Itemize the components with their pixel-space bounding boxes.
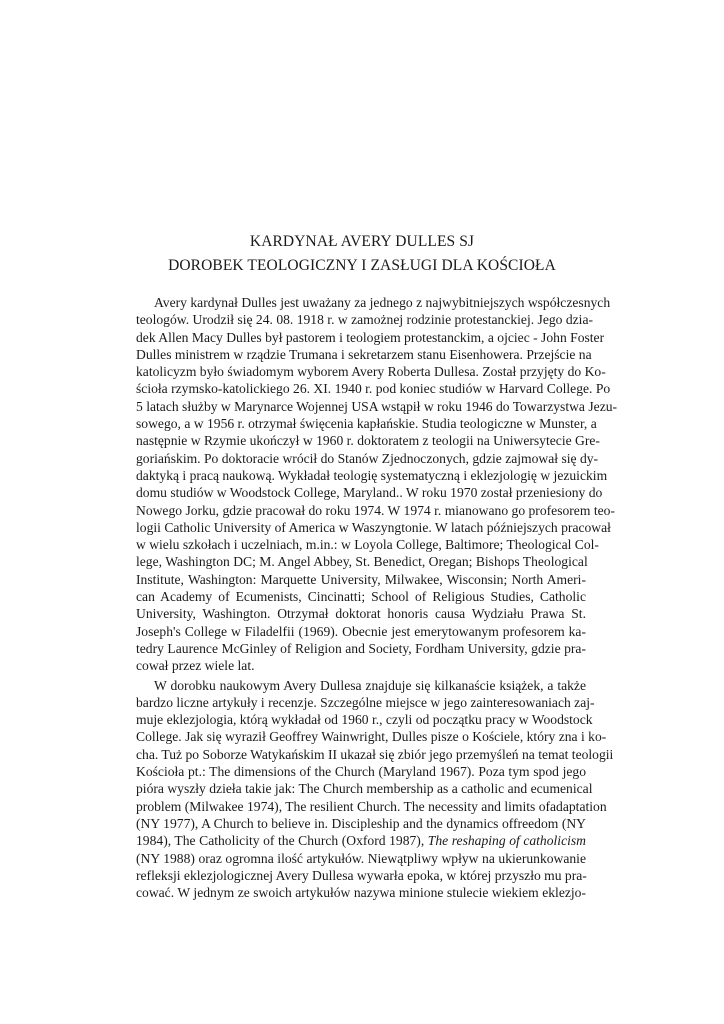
text-line: bardzo liczne artykuły i recenzje. Szczególne miejsce w jego zainteresowaniach zaj- <box>136 694 595 710</box>
italic-book-title: The reshaping of catholicism <box>427 833 587 849</box>
text-line: Nowego Jorku, gdzie pracował do roku 1974. W 1974 r. mianowano go profesorem teo- <box>136 502 615 518</box>
text-line: College. Jak się wyraził Geoffrey Wainwright, Dulles pisze o Kościele, który zna i ko- <box>136 729 607 745</box>
text-line: logii Catholic University of America w Waszyngtonie. W latach późniejszych pracował <box>136 519 611 535</box>
text-line: domu studiów w Woodstock College, Maryland.. W roku 1970 został przeniesiony do <box>136 485 603 501</box>
text-line: cować. W jednym ze swoich artykułów nazywa minione stulecie wiekiem eklezjo- <box>136 885 586 901</box>
text-line: cha. Tuż po Soborze Watykańskim II ukazał się zbiór jego przemyśleń na temat teologii <box>136 746 614 762</box>
title-line-2: DOROBEK TEOLOGICZNY I ZASŁUGI DLA KOŚCIOŁA <box>168 257 556 274</box>
text-line: teologów. Urodził się 24. 08. 1918 r. w zamożnej rodzinie protestanckiej. Jego dzia- <box>136 312 594 328</box>
title-line-1: KARDYNAŁ AVERY DULLES SJ <box>249 233 475 250</box>
text-line: katolicyzm było świadomym wyborem Avery Roberta Dullesa. Został przyjęty do Ko- <box>136 364 606 380</box>
paragraph-2 <box>136 677 614 902</box>
text-line: 5 latach służby w Marynarce Wojennej USA wstąpił w roku 1946 do Towarzystwa Jezu- <box>136 398 618 414</box>
text-line: problem (Milwakee 1974), The resilient Church. The necessity and limits ofadaptation <box>136 798 607 814</box>
text-line: w wielu szkołach i uczelniach, m.in.: w Loyola College, Baltimore; Theological Col- <box>136 537 599 553</box>
text-line: sowego, a w 1956 r. otrzymał święcenia kapłańskie. Studia teologiczne w Munster, a <box>136 416 597 432</box>
text-line: daktyką i pracą naukową. Wykładał teologię systematyczną i eklezjologię w jezuickim <box>136 467 608 483</box>
text-line: lege, Washington DC; M. Angel Abbey, St. Benedict, Oregan; Bishops Theological <box>136 554 588 570</box>
text-line: tedry Laurence McGinley of Religion and Society, Fordham University, gdzie pra- <box>136 640 586 656</box>
text-line: (NY 1988) oraz ogromna ilość artykułów. Niewątpliwy wpływ na ukierunkowanie <box>136 850 586 866</box>
text-line: pióra wyszły dzieła takie jak: The Church membership as a catholic and ecumenical <box>136 781 593 797</box>
text-line: dek Allen Macy Dulles był pastorem i teologiem protestanckim, a ojciec - John Foster <box>136 329 605 345</box>
text-line: Kościoła pt.: The dimensions of the Church (Maryland 1967). Poza tym spod jego <box>136 764 586 780</box>
text-line: W dorobku naukowym Avery Dullesa znajduje się kilkanaście książek, a także <box>154 677 586 693</box>
article-title <box>0 230 724 278</box>
text-line: Dulles ministrem w rządzie Trumana i sekretarzem stanu Eisenhowera. Przejście na <box>136 346 592 362</box>
text-line: can Academy of Ecumenists, Cincinatti; School of Religious Studies, Catholic <box>136 589 586 605</box>
text-line-with-italic <box>136 832 586 849</box>
text-line: ścioła rzymsko-katolickiego 26. XI. 1940 r. pod koniec studiów w Harvard College. Po <box>136 381 611 397</box>
article-body <box>136 294 618 901</box>
text-line: muje eklezjologia, którą wykładał od 1960 r., czyli od początku pracy w Woodstock <box>136 712 593 728</box>
text-line: University, Washington. Otrzymał doktorat honoris causa Wydziału Prawa St. <box>136 606 586 622</box>
text-line: refleksji eklezjologicznej Avery Dullesa wywarła epoka, w której przyszło mu pra- <box>136 867 587 883</box>
text-line: goriańskim. Po doktoracie wrócił do Stanów Zjednoczonych, gdzie zajmował się dy- <box>136 450 599 466</box>
text-line: Avery kardynał Dulles jest uważany za jednego z najwybitniejszych współczesnych <box>154 295 611 310</box>
text-line: Institute, Washington: Marquette University, Milwakee, Wisconsin; North Ameri- <box>136 571 586 587</box>
text-line: Joseph's College w Filadelfii (1969). Obecnie jest emerytowanym profesorem ka- <box>136 623 586 639</box>
text-line: następnie w Rzymie ukończył w 1960 r. doktoratem z teologii na Uniwersytecie Gre- <box>136 433 600 449</box>
paragraph-1 <box>136 294 618 675</box>
text-line: cował przez wiele lat. <box>136 658 255 674</box>
text-line: (NY 1977), A Church to believe in. Discipleship and the dynamics offreedom (NY <box>136 815 586 831</box>
text-segment: 1984), The Catholicity of the Church (Oxford 1987), <box>136 833 428 849</box>
